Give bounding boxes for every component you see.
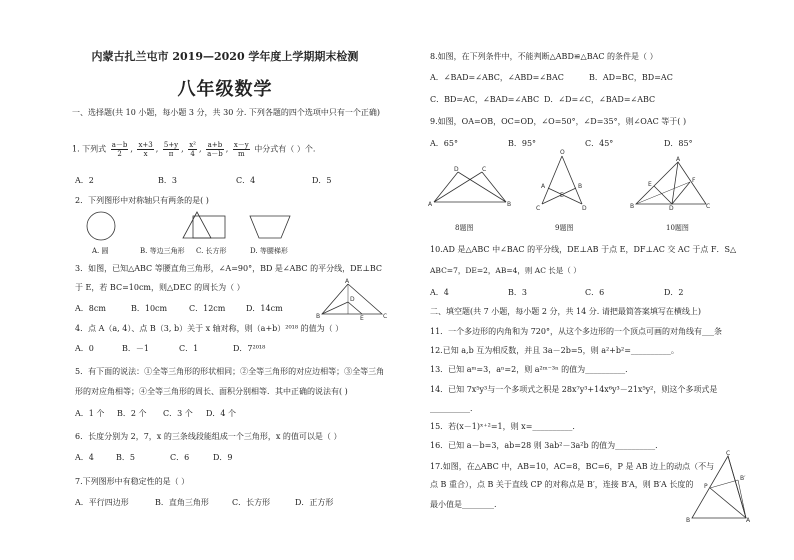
question-5-line-1: 5．有下面的说法：①全等三角形的形状相同；②全等三角形的对应边相等；③全等三角 — [75, 367, 385, 376]
q2-caption-d: D. 等腰梯形 — [250, 247, 288, 255]
q4-option-b: B．－1 — [122, 344, 149, 353]
question-14-line-2: __________． — [430, 404, 478, 413]
question-2: 2．下列图形中对称轴只有两条的是( ) — [75, 196, 209, 205]
svg-text:A: A — [746, 517, 751, 524]
q1-fraction-6: $\frac{x-y}{m}$ — [233, 141, 249, 158]
q1-suffix: 中分式有（ ）个. — [254, 144, 316, 154]
svg-text:D: D — [582, 205, 587, 212]
q7-option-b: B．直角三角形 — [155, 498, 209, 507]
svg-text:B: B — [316, 313, 321, 320]
svg-text:E: E — [560, 192, 564, 199]
q8-option-a: A．∠BAD=∠ABC，∠ABD=∠BAC — [430, 73, 564, 82]
isosceles-trapezoid-shape — [250, 216, 290, 238]
question-17-line-3: 最小值是________. — [430, 500, 497, 509]
question-4: 4．点 A（a, 4）、点 B（3, b）关于 x 轴对称，则（a+b）²⁰¹⁸ 的值为（ ） — [75, 324, 344, 333]
svg-text:B: B — [630, 203, 635, 210]
q1-fraction-1: $\frac{a-b}{2}$ — [111, 141, 128, 158]
question-10-line-1: 10.AD 是△ABC 中∠BAC 的平分线，DE⊥AB 于点 E，DF⊥AC 交 AC 于点 F．S△ — [430, 245, 737, 254]
svg-text:A: A — [428, 201, 433, 208]
q8-option-c: C．BD=AC，∠BAD=∠ABC — [430, 95, 540, 104]
q2-caption-a: A. 圆 — [92, 247, 109, 255]
svg-text:D: D — [350, 296, 355, 303]
svg-text:D: D — [669, 205, 674, 212]
figure-8-caption: 8题图 — [455, 224, 474, 232]
q1-prefix: 1. 下列式 — [72, 144, 107, 154]
q8-figure — [430, 168, 510, 208]
svg-text:D: D — [454, 166, 459, 173]
q10-figure — [630, 156, 712, 212]
question-11: 11．一个多边形的内角和为 720°，从这个多边形的一个顶点可画的对角线有___条 — [430, 327, 722, 336]
question-12: 12.已知 a,b 互为相反数，并且 3a－2b=5，则 a²+b²=__________。 — [430, 346, 679, 355]
exam-title: 内蒙古扎兰屯市 2019—2020 学年度上学期期末检测 — [91, 50, 359, 63]
question-3-line-2: 于 E，若 BC=10cm，则△DEC 的周长为（ ） — [75, 283, 245, 292]
q5-option-d: D．4 个 — [206, 409, 237, 418]
section-1-heading: 一、选择题(共 10 小题，每小题 3 分，共 30 分. 下列各题的四个选项中只有一个正确) — [72, 108, 381, 117]
q9-figure — [538, 150, 588, 212]
q8-option-b: B．AD=BC，BD=AC — [589, 73, 673, 82]
question-6: 6．长度分别为 2，7，x 的三条线段能组成一个三角形，x 的值可以是（ ） — [75, 432, 342, 441]
q6-option-c: C．6 — [170, 453, 190, 462]
q9-option-d: D．85° — [664, 139, 693, 148]
question-15: 15．若(x－1)ˣ⁺²=1，则 x=__________． — [430, 422, 581, 431]
q1-fraction-4: $\frac{\text{x²}}{4}$ — [189, 141, 196, 158]
q9-option-c: C．45° — [585, 139, 614, 148]
svg-text:E: E — [648, 181, 652, 188]
question-14-line-1: 14．已知 7x⁵y³与一个多项式之积是 28x⁷y³+14x⁶y³－21x⁵y²，则这个多项式是 — [430, 385, 718, 394]
q3-option-d: D．14cm — [246, 304, 283, 313]
q1-option-c: C．4 — [236, 176, 256, 185]
q4-option-c: C．1 — [179, 344, 199, 353]
question-1: 1. 下列式 $\frac{a-b}{2}$ , $\frac{x+3}{x}$ , $\frac{5+y}{\pi}$ , $\frac{\text{x²}}{4}$ , $\frac{a+b}{a-b}$ , $\frac{x-y}{m}$ 中分式有（ ）个. — [72, 141, 316, 158]
q8-option-d: D．∠D=∠C，∠BAD=∠ABC — [544, 95, 656, 104]
q7-option-d: D．正方形 — [295, 498, 334, 507]
question-9: 9.如图，OA=OB，OC=OD，∠O=50°，∠D=35°，则∠OAC 等于( ) — [430, 117, 687, 126]
q6-option-d: D．9 — [213, 453, 233, 462]
question-3-line-1: 3．如图，已知△ABC 等腰直角三角形，∠A=90°，BD 是∠ABC 的平分线，DE⊥BC — [75, 264, 383, 273]
q1-fraction-3: $\frac{5+y}{\pi}$ — [163, 141, 179, 158]
question-17-line-2: 点 B 重合），点 B 关于直线 CP 的对称点是 B′，连接 B′A，则 B′A 长度的 — [430, 480, 694, 489]
svg-text:C: C — [482, 166, 487, 173]
q4-option-d: D．7²⁰¹⁸ — [233, 344, 266, 353]
q3-option-c: C．12cm — [189, 304, 226, 313]
question-13: 13．已知 aᵐ=3，aⁿ=2，则 a²ᵐ⁻³ⁿ 的值为__________． — [430, 365, 634, 374]
q10-option-a: A．4 — [430, 288, 449, 297]
svg-text:C: C — [726, 450, 731, 457]
q6-option-b: B．5 — [116, 453, 135, 462]
figure-10-caption: 10题图 — [666, 224, 689, 232]
q3-option-a: A．8cm — [75, 304, 106, 313]
figure-9-caption: 9题图 — [555, 224, 574, 232]
svg-text:O: O — [560, 149, 565, 156]
q10-option-d: D．2 — [664, 288, 684, 297]
q9-option-b: B．95° — [508, 139, 537, 148]
svg-text:B: B — [686, 517, 691, 524]
q9-option-a: A．65° — [430, 139, 458, 148]
q3-triangle-figure — [318, 280, 388, 320]
section-2-heading: 二、填空题(共 7 小题，每小题 2 分，共 14 分. 请把最简答案填写在横线上) — [430, 307, 701, 316]
question-7: 7.下列图形中有稳定性的是（ ） — [75, 477, 190, 486]
q7-option-a: A．平行四边形 — [75, 498, 129, 507]
svg-text:C: C — [383, 313, 388, 320]
q1-fraction-2: $\frac{x+3}{x}$ — [138, 141, 153, 158]
svg-text:B: B — [578, 183, 583, 190]
svg-text:A: A — [345, 278, 350, 285]
q5-option-b: B．2 个 — [117, 409, 147, 418]
question-17-line-1: 17.如图，在△ABC 中，AB=10，AC=8，BC=6，P 是 AB 边上的动点（不与 — [430, 462, 715, 471]
svg-text:A: A — [676, 156, 681, 163]
question-16: 16．已知 a－b=3，ab=28 则 3ab²－3a²b 的值为__________． — [430, 441, 664, 450]
q5-option-a: A．1 个 — [75, 409, 105, 418]
svg-text:F: F — [692, 177, 696, 184]
svg-text:E: E — [360, 315, 364, 322]
question-10-line-2: ABC=7，DE=2，AB=4，则 AC 长是（ ） — [430, 266, 581, 275]
q1-option-a: A．2 — [75, 176, 94, 185]
q1-option-d: D．5 — [312, 176, 332, 185]
q4-option-a: A．0 — [75, 344, 94, 353]
q7-option-c: C．长方形 — [232, 498, 271, 507]
svg-text:P: P — [704, 483, 708, 490]
svg-text:B′: B′ — [740, 475, 746, 482]
question-8: 8.如图，在下列条件中，不能判断△ABD≌△BAC 的条件是（ ） — [430, 52, 658, 61]
q10-option-c: C．6 — [585, 288, 605, 297]
question-5-line-2: 形的对应角相等；④全等三角形的周长、面积分别相等．其中正确的说法有( ) — [75, 387, 348, 396]
q17-triangle-figure — [688, 452, 756, 524]
q5-option-c: C．3 个 — [163, 409, 193, 418]
svg-text:C: C — [706, 203, 711, 210]
q2-caption-c: C. 长方形 — [196, 247, 227, 255]
svg-text:C: C — [536, 205, 541, 212]
q10-option-b: B．3 — [508, 288, 527, 297]
svg-text:B: B — [507, 201, 512, 208]
circle-shape — [87, 212, 115, 240]
q2-shapes-figure — [85, 210, 335, 245]
q3-option-b: B．10cm — [131, 304, 168, 313]
q1-option-b: B．3 — [158, 176, 177, 185]
svg-text:A: A — [541, 183, 546, 190]
q6-option-a: A．4 — [75, 453, 94, 462]
q2-caption-b: B. 等边三角形 — [140, 247, 185, 255]
exam-subject: 八年级数学 — [177, 79, 273, 100]
q1-fraction-5: $\frac{a+b}{a-b}$ — [207, 141, 223, 158]
